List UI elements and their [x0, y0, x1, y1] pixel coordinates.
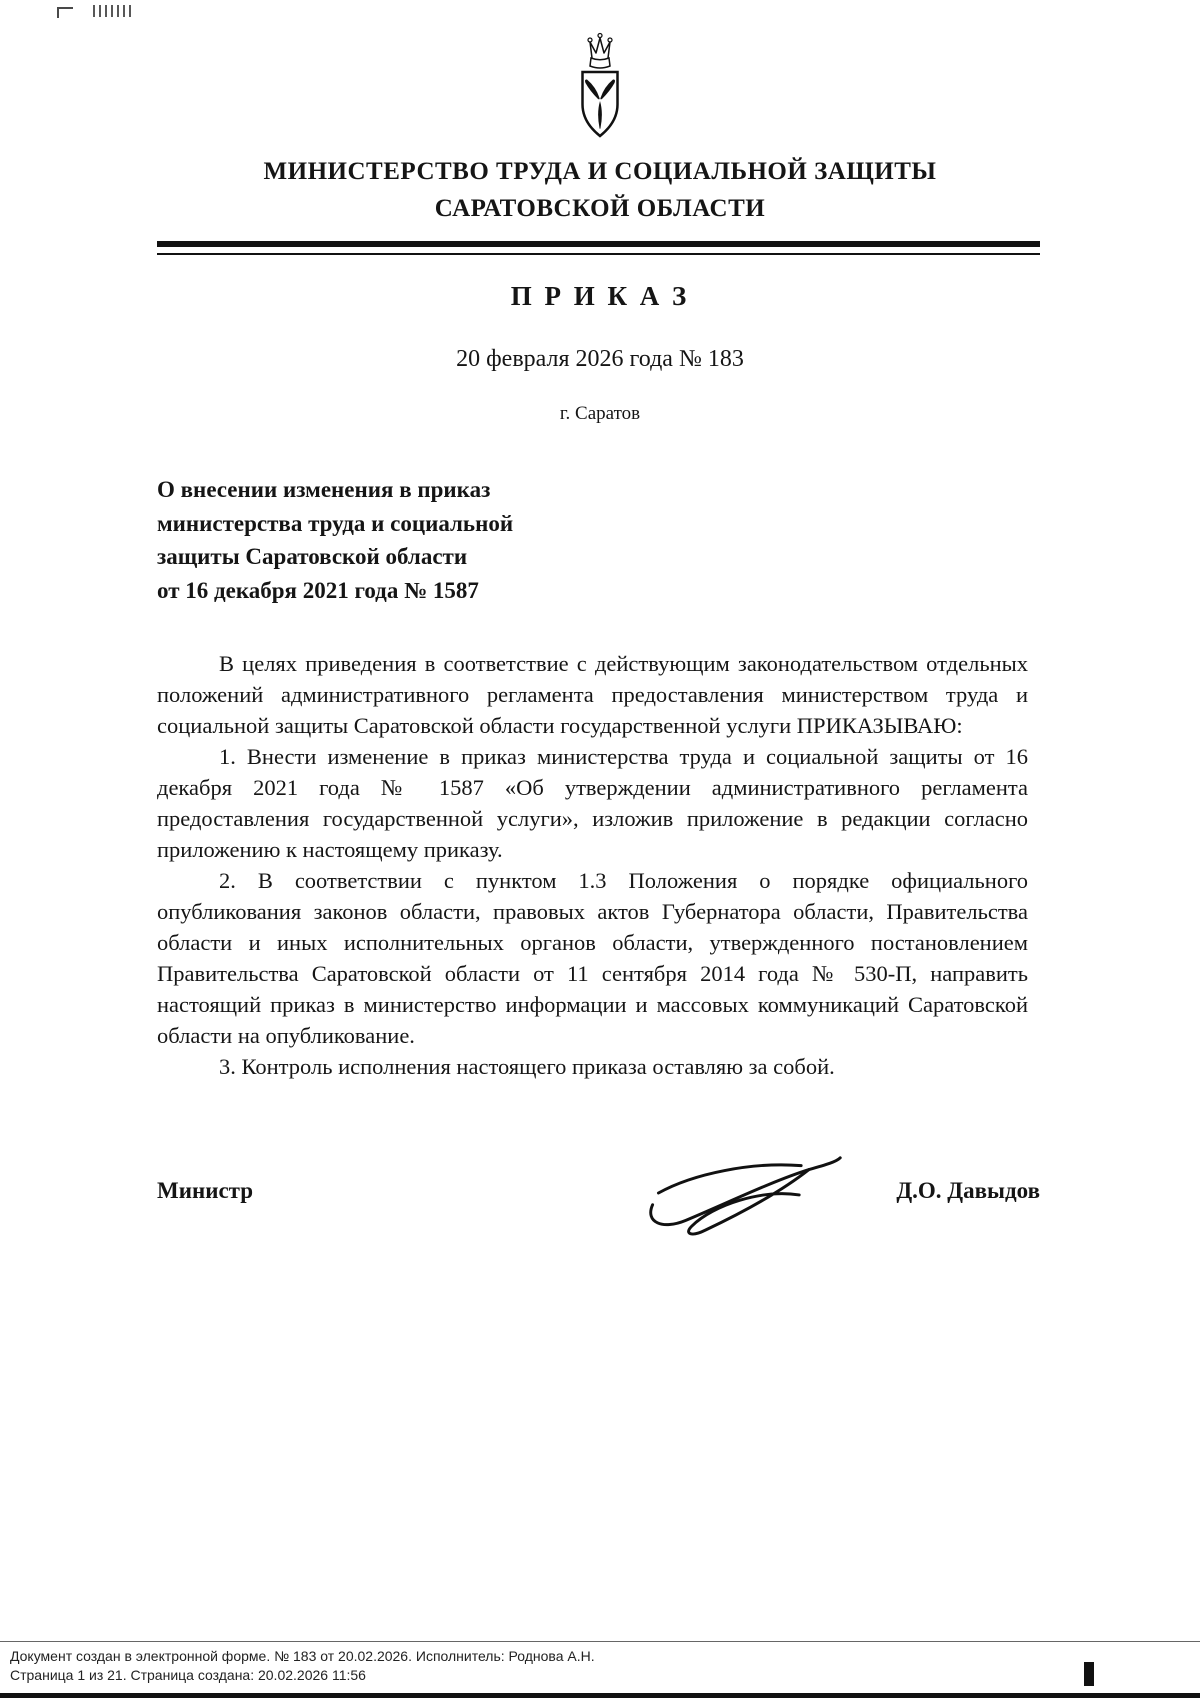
scan-artifact-icon: [93, 5, 133, 17]
footer-registration-mark: [1084, 1662, 1094, 1686]
subject-line: министерства труда и социальной: [157, 510, 514, 536]
order-body: [157, 648, 1028, 1082]
footer-page-info: Страница 1 из 21. Страница создана: 20.02.2026 11:56: [10, 1667, 366, 1683]
footer-bottom-bar: [0, 1693, 1200, 1698]
org-name-line1: МИНИСТЕРСТВО ТРУДА И СОЦИАЛЬНОЙ ЗАЩИТЫ: [263, 158, 937, 185]
divider-thin-line: [157, 253, 1040, 255]
subject-line: от 16 декабря 2021 года № 1587: [157, 577, 479, 603]
letterhead: [0, 0, 1200, 227]
body-paragraph: 3. Контроль исполнения настоящего приказа оставляю за собой.: [219, 1054, 835, 1079]
order-date-number: 20 февраля 2026 года № 183: [456, 346, 744, 372]
body-paragraph: 2. В соответствии с пунктом 1.3 Положения о порядке официального опубликования законов области, правовых актов Губернатора области, Правительства области и иных исполнительных органов области, утвержденного постановлением Правительства Саратовской области от 11 сентября 2014 года № 530-П, направить настоящий приказ в министерство информации и массовых коммуникаций Саратовской области на опубликование.: [157, 868, 1028, 1048]
org-name-line2: САРАТОВСКОЙ ОБЛАСТИ: [434, 195, 766, 222]
coat-of-arms-icon: [570, 22, 630, 142]
footer-creation-info: Документ создан в электронной форме. № 183 от 20.02.2026. Исполнитель: Роднова А.Н.: [10, 1648, 595, 1664]
subject-line: О внесении изменения в приказ: [157, 477, 491, 502]
subject-line: защиты Саратовской области: [157, 544, 468, 569]
scan-artifact-icon: [57, 7, 73, 18]
divider-thick-line: [157, 241, 1040, 247]
handwritten-signature: [635, 1144, 850, 1242]
signer-position: Министр: [157, 1178, 254, 1203]
subject-block: [157, 473, 1200, 607]
body-paragraph: В целях приведения в соответствие с действующим законодательством отдельных положений административного регламента предоставления министерством труда и социальной защиты Саратовской области государственной услуги ПРИКАЗЫВАЮ:: [157, 651, 1028, 738]
document-footer: [0, 1641, 1200, 1698]
signature-block: [157, 1178, 1040, 1204]
city-line: г. Саратов: [559, 403, 641, 424]
document-title: П Р И К А З: [510, 281, 690, 311]
letterhead-divider: [157, 241, 1040, 255]
signer-name: Д.О. Давыдов: [896, 1178, 1040, 1203]
body-paragraph: 1. Внести изменение в приказ министерства труда и социальной защиты от 16 декабря 2021 года № 1587 «Об утверждении административного регламента предоставления государственной услуги», изложив приложение в редакции согласно приложению к настоящему приказу.: [157, 744, 1028, 862]
